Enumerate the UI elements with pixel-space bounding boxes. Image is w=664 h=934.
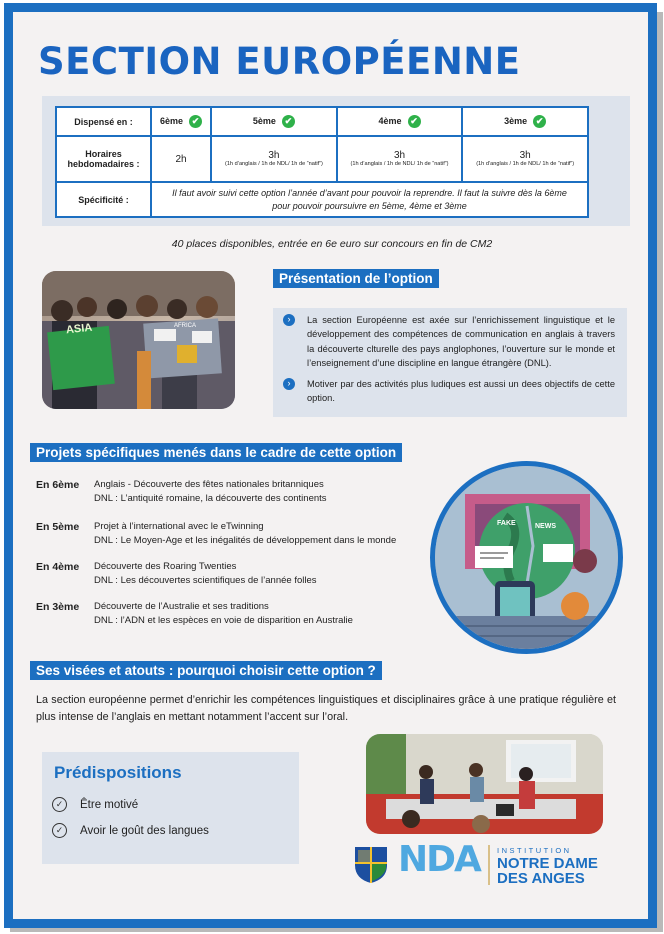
project-level: En 5ème xyxy=(36,521,80,533)
check-icon: ✔ xyxy=(282,115,295,128)
schedule-table xyxy=(55,106,589,218)
predisposition-text: Avoir le goût des langues xyxy=(80,824,209,837)
places-note: 40 places disponibles, entrée en 6e euro sur concours en fin de CM2 xyxy=(171,238,493,250)
project-dnl: DNL : l’ADN et les espèces en voie de disparition en Australie xyxy=(94,614,353,626)
project-line: Projet à l’international avec le eTwinning xyxy=(94,521,264,532)
check-icon: ✔ xyxy=(189,115,202,128)
check-icon: ✔ xyxy=(533,115,546,128)
chevron-right-icon: › xyxy=(283,314,295,326)
hours-cell: 3h (1h d’anglais / 1h de NDL/ 1h de “natif”) xyxy=(337,136,463,182)
project-row xyxy=(36,520,396,548)
check-circle-icon: ✓ xyxy=(52,823,67,838)
fake-label: FAKE xyxy=(497,520,516,527)
level-label: 3ème xyxy=(504,115,528,126)
presentation-bullet xyxy=(283,313,615,371)
row-label-horaires: Horaires hebdomadaires : xyxy=(56,136,151,182)
predispositions-heading: Prédispositions xyxy=(54,763,182,782)
logo-name-line: DES ANGES xyxy=(497,870,585,887)
project-dnl: DNL : Le Moyen-Age et les inégalités de développement dans le monde xyxy=(94,534,397,546)
check-icon: ✔ xyxy=(408,115,421,128)
predisposition-item xyxy=(52,797,138,812)
project-line: Découverte des Roaring Twenties xyxy=(94,561,237,572)
students-posters-photo xyxy=(42,271,235,409)
logo-institution: INSTITUTION xyxy=(497,846,572,855)
row-label-dispense: Dispensé en : xyxy=(56,107,151,136)
specificity-text: Il faut avoir suivi cette option l’année d’avant pour pouvoir la reprendre. Il faut la suivre dès la 6ème pour pouvoir poursuivre en 5ème, 4ème et 3ème xyxy=(151,182,588,217)
project-level: En 6ème xyxy=(36,479,80,491)
page-title: SECTION EUROPÉENNE xyxy=(38,40,521,83)
project-dnl: DNL : L’antiquité romaine, la découverte des continents xyxy=(94,492,327,504)
news-label: NEWS xyxy=(535,523,556,530)
visees-text: La section européenne permet d’enrichir les compétences linguistiques et disciplinaires grâce à une pratique régulière et plus intense de l’anglais en mettant notamment l’accent sur l’oral. xyxy=(36,694,616,723)
predisposition-text: Être motivé xyxy=(80,798,139,811)
level-label: 5ème xyxy=(252,115,276,126)
visees-heading: Ses visées et atouts : pourquoi choisir cette option ? xyxy=(30,661,382,680)
poster-asia-label: ASIA xyxy=(65,321,93,337)
project-dnl: DNL : Les découvertes scientifiques de l’année folles xyxy=(94,574,317,586)
table-row xyxy=(56,182,588,217)
project-line: Découverte de l’Australie et ses traditions xyxy=(94,601,269,612)
logo-name xyxy=(497,856,598,886)
logo-name-line: NOTRE DAME xyxy=(497,855,598,872)
level-label: 6ème xyxy=(160,115,184,126)
project-row xyxy=(36,478,327,506)
level-cell xyxy=(462,107,588,136)
chevron-right-icon: › xyxy=(283,378,295,390)
crest-logo xyxy=(353,845,389,885)
level-label: 4ème xyxy=(378,115,402,126)
predisposition-item xyxy=(52,823,209,838)
fake-news-illustration xyxy=(430,461,623,654)
project-line: Anglais - Découverte des fêtes nationales britanniques xyxy=(94,479,324,490)
level-cell xyxy=(151,107,211,136)
check-circle-icon: ✓ xyxy=(52,797,67,812)
level-cell xyxy=(211,107,337,136)
table-row xyxy=(56,136,588,182)
bullet-text: La section Européenne est axée sur l’enrichissement linguistique et le développement des compétences de communication en anglais à travers la découverte clturelle des pays anglophones, l’ouverture sur le monde et l’enseignement d’une discipline en langue étrangère (DNL). xyxy=(307,315,615,369)
classroom-photo xyxy=(366,734,603,834)
projects-heading: Projets spécifiques menés dans le cadre de cette option xyxy=(30,443,402,462)
project-level: En 3ème xyxy=(36,601,80,613)
logo-divider xyxy=(488,845,490,885)
hours-cell: 3h (1h d’anglais / 1h de NDL/ 1h de “natif”) xyxy=(462,136,588,182)
row-label-specificite: Spécificité : xyxy=(56,182,151,217)
project-level: En 4ème xyxy=(36,561,80,573)
table-row xyxy=(56,107,588,136)
presentation-heading: Présentation de l’option xyxy=(273,269,439,288)
bullet-text: Motiver par des activités plus ludiques est aussi un dees objectifs de cette option. xyxy=(307,379,615,404)
project-row xyxy=(36,560,317,588)
poster-africa-label: AFRICA xyxy=(174,323,197,329)
hours-cell: 2h xyxy=(151,136,211,182)
presentation-bullet xyxy=(283,377,615,406)
project-row xyxy=(36,600,353,628)
hours-cell: 3h (1h d’anglais / 1h de NDL/ 1h de “natif”) xyxy=(211,136,337,182)
nda-logo-mark: NDA xyxy=(398,839,480,880)
level-cell xyxy=(337,107,463,136)
